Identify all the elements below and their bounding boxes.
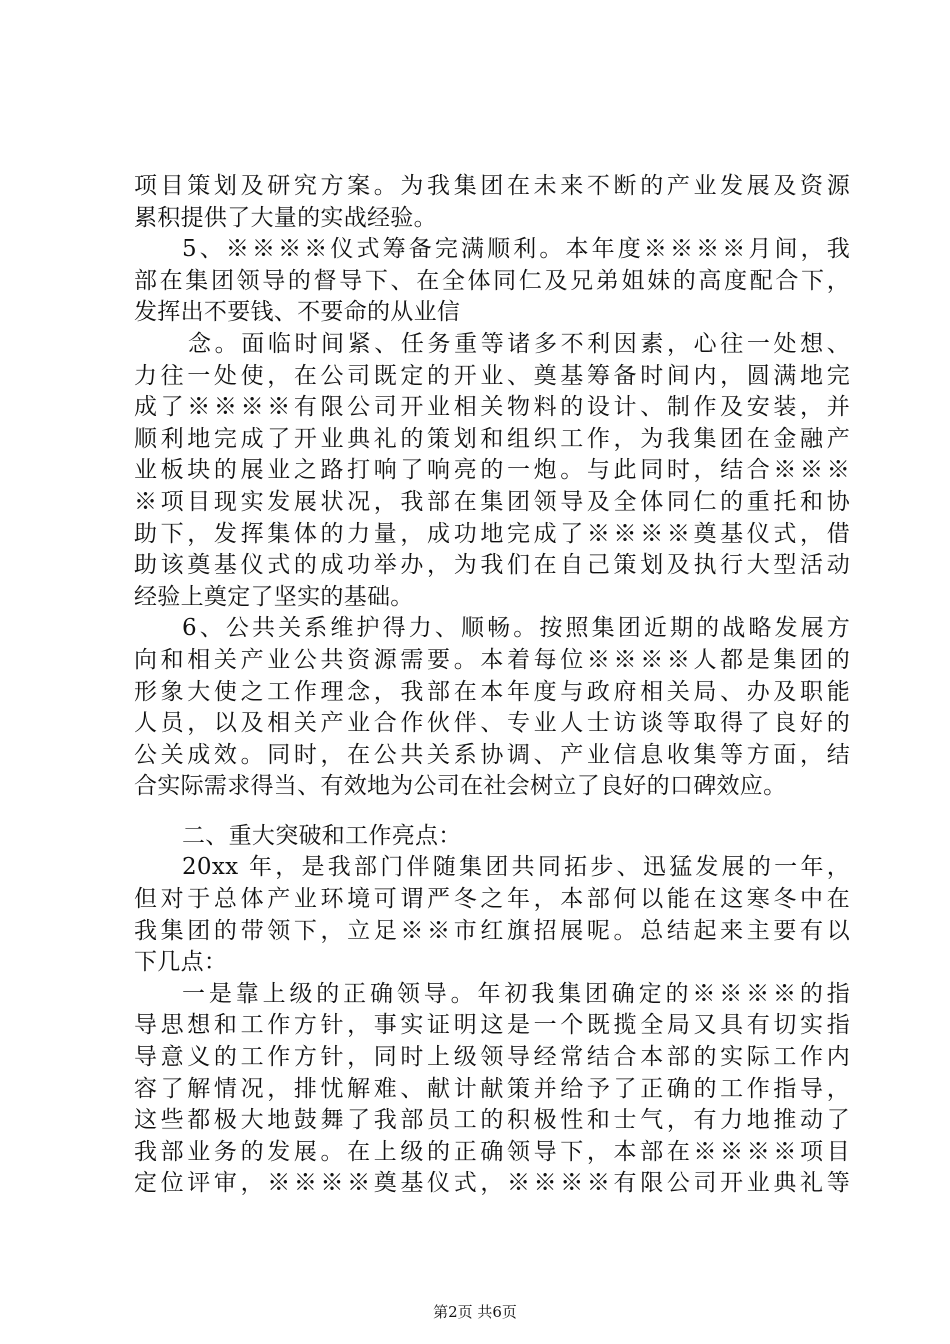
paragraph-line: 这些都极大地鼓舞了我部员工的积极性和士气，有力地推动了 <box>134 1107 850 1134</box>
paragraph-line: 项目策划及研究方案。为我集团在未来不断的产业发展及资源 <box>134 173 850 199</box>
paragraph-line: 经验上奠定了坚实的基础。 <box>134 583 414 610</box>
paragraph-line: 6、公共关系维护得力、顺畅。按照集团近期的战略发展方 <box>182 615 850 642</box>
paragraph-line: 20xx 年，是我部门伴随集团共同拓步、迅猛发展的一年， <box>182 854 850 881</box>
paragraph-line: 部在集团领导的督导下、在全体同仁及兄弟姐妹的高度配合下， <box>134 267 850 294</box>
paragraph-line: 念。面临时间紧、任务重等诸多不利因素，心往一处想、 <box>188 330 850 357</box>
paragraph-line: 人员，以及相关产业合作伙伴、专业人士访谈等取得了良好的 <box>134 710 850 737</box>
paragraph-line: 成了※※※※有限公司开业相关物料的设计、制作及安装，并 <box>134 394 850 421</box>
paragraph-line: 我集团的带领下，立足※※市红旗招展呢。总结起来主要有以 <box>134 917 850 944</box>
paragraph-line: 助下，发挥集体的力量，成功地完成了※※※※奠基仪式，借 <box>134 520 850 547</box>
paragraph-line: 但对于总体产业环境可谓严冬之年，本部何以能在这寒冬中在 <box>134 886 850 913</box>
paragraph-line: ※项目现实发展状况，我部在集团领导及全体同仁的重托和协 <box>134 488 850 515</box>
paragraph-line: 导思想和工作方针，事实证明这是一个既揽全局又具有切实指 <box>134 1012 850 1039</box>
paragraph-line: 公关成效。同时，在公共关系协调、产业信息收集等方面，结 <box>134 741 850 768</box>
paragraph-line: 我部业务的发展。在上级的正确领导下，本部在※※※※项目 <box>134 1138 850 1165</box>
paragraph-line: 容了解情况，排忧解难、献计献策并给予了正确的工作指导， <box>134 1075 850 1102</box>
paragraph-line: 定位评审，※※※※奠基仪式，※※※※有限公司开业典礼等 <box>134 1170 850 1197</box>
paragraph-line: 合实际需求得当、有效地为公司在社会树立了良好的口碑效应。 <box>134 773 787 800</box>
paragraph-line: 一是靠上级的正确领导。年初我集团确定的※※※※的指 <box>182 980 850 1007</box>
paragraph-line: 发挥出不要钱、不要命的从业信 <box>134 299 461 326</box>
document-body <box>134 171 850 1200</box>
paragraph-line: 顺利地完成了开业典礼的策划和组织工作，为我集团在金融产 <box>134 425 850 452</box>
paragraph-line: 下几点： <box>134 949 228 976</box>
paragraph-line: 向和相关产业公共资源需要。本着每位※※※※人都是集团的 <box>134 646 850 673</box>
paragraph-line: 业板块的展业之路打响了响亮的一炮。与此同时，结合※※※ <box>134 457 850 484</box>
paragraph-line: 导意义的工作方针，同时上级领导经常结合本部的实际工作内 <box>134 1044 850 1071</box>
paragraph-line: 助该奠基仪式的成功举办，为我们在自己策划及执行大型活动 <box>134 552 850 579</box>
paragraph-line: 形象大使之工作理念，我部在本年度与政府相关局、办及职能 <box>134 678 850 705</box>
section-heading: 二、重大突破和工作亮点： <box>182 822 462 849</box>
paragraph-gap <box>134 803 850 821</box>
paragraph-line: 5、※※※※仪式筹备完满顺利。本年度※※※※月间，我 <box>182 236 850 263</box>
page-number-footer: 第2页 共6页 <box>433 1303 517 1321</box>
paragraph-line: 累积提供了大量的实战经验。 <box>134 204 437 231</box>
paragraph-line: 力往一处使，在公司既定的开业、奠基筹备时间内，圆满地完 <box>134 362 850 389</box>
